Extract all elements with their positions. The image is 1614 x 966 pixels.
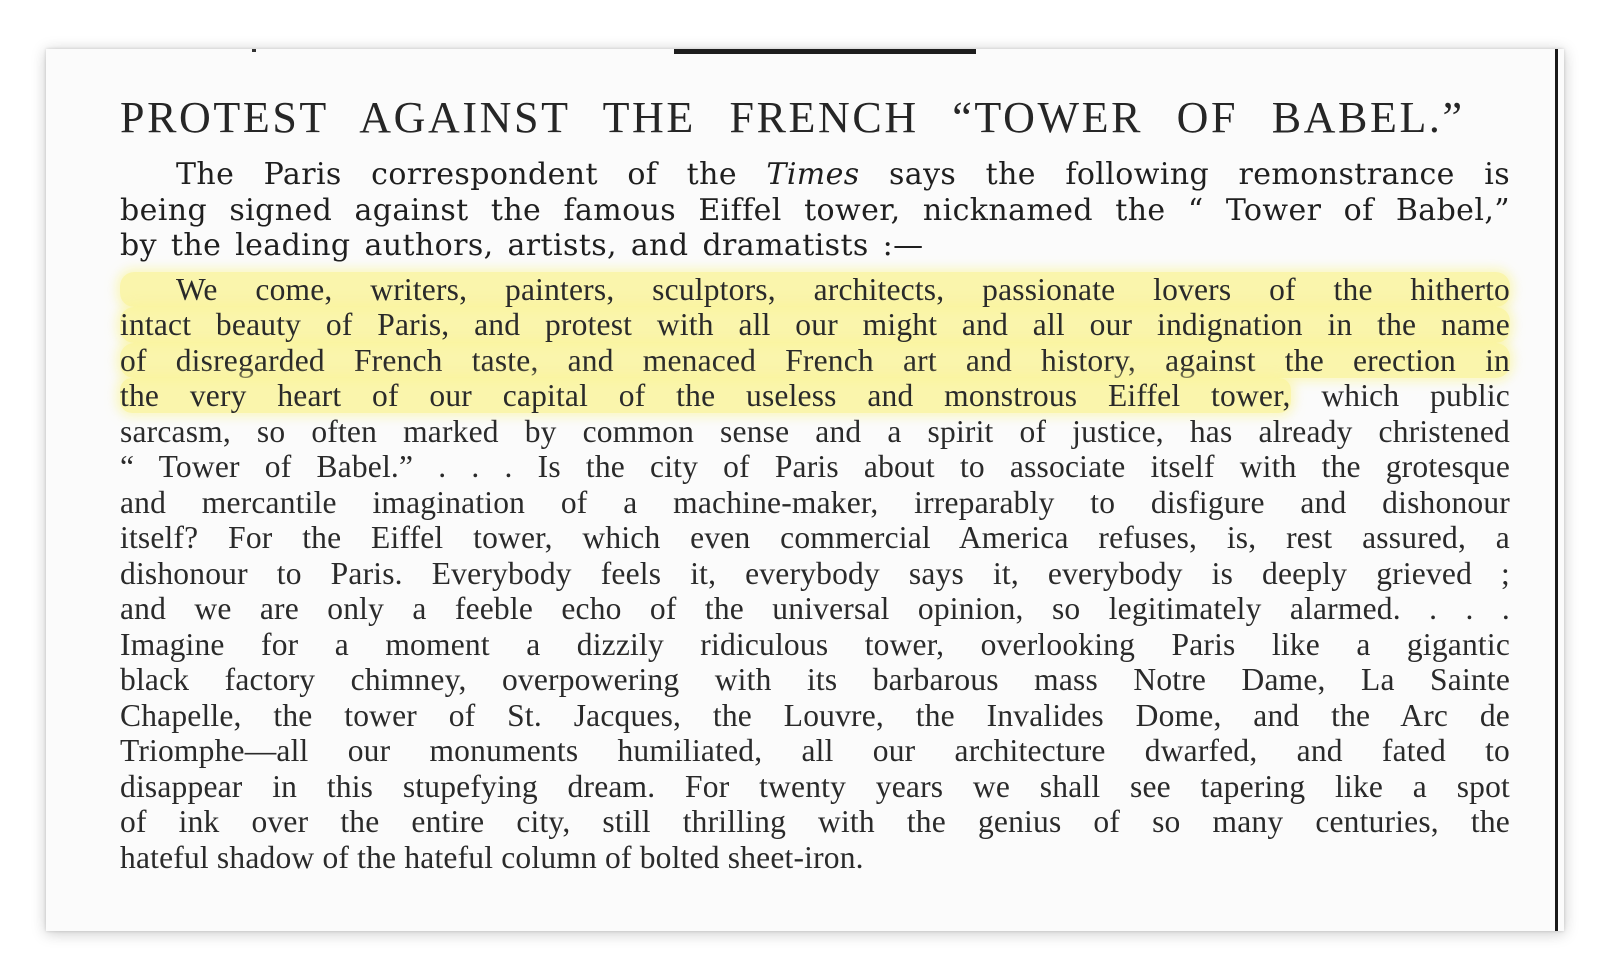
column-rule: [1555, 49, 1558, 931]
headline: PROTEST AGAINST THE FRENCH “TOWER OF BABEL.”: [120, 93, 1465, 142]
protest-line: “ Tower of Babel.” . . . Is the city of Paris about to associate itself with the grotesque: [120, 449, 1510, 484]
protest-line: hateful shadow of the hateful column of bolted sheet-iron.: [120, 839, 864, 875]
protest-line: Triomphe—all our monuments humiliated, all our architecture dwarfed, and fated to: [120, 733, 1510, 768]
protest-line: disappear in this stupefying dream. For twenty years we shall see tapering like a spot: [120, 768, 1510, 804]
article-body: [120, 157, 1510, 875]
protest-line: sarcasm, so often marked by common sense and a spirit of justice, has already christened: [120, 413, 1510, 449]
top-rule-mark: [252, 49, 256, 52]
protest-line: itself? For the Eiffel tower, which even commercial America refuses, is, rest assured, a: [120, 520, 1510, 555]
protest-line: dishonour to Paris. Everybody feels it, everybody says it, everybody is deeply grieved ;: [120, 555, 1510, 591]
top-rule: [674, 49, 976, 54]
publication-name: Times: [766, 157, 860, 192]
intro-line: being signed against the famous Eiffel tower, nicknamed the “ Tower of Babel,”: [120, 192, 1510, 228]
protest-line: Imagine for a moment a dizzily ridiculous tower, overlooking Paris like a gigantic: [120, 626, 1510, 662]
protest-line: and mercantile imagination of a machine-maker, irreparably to disfigure and dishonour: [120, 484, 1510, 520]
newspaper-clipping: [46, 49, 1564, 931]
protest-line: black factory chimney, overpowering with its barbarous mass Notre Dame, La Sainte: [120, 662, 1510, 697]
protest-line: Chapelle, the tower of St. Jacques, the Louvre, the Invalides Dome, and the Arc de: [120, 697, 1510, 733]
highlighted-line: intact beauty of Paris, and protest with all our might and all our indignation in the name: [120, 307, 1510, 342]
protest-line: of ink over the entire city, still thrilling with the genius of so many centuries, the: [120, 804, 1510, 839]
protest-line: [120, 378, 1510, 414]
highlighted-line: of disregarded French taste, and menaced French art and history, against the erection in: [120, 342, 1510, 378]
highlighted-line: We come, writers, painters, sculptors, architects, passionate lovers of the hitherto: [120, 272, 1510, 308]
protest-line-rest: which public: [1290, 378, 1510, 413]
intro-text: The Paris correspondent of the: [176, 157, 767, 192]
intro-line: by the leading authors, artists, and dramatists :—: [120, 228, 924, 263]
highlighted-segment: the very heart of our capital of the useless and monstrous Eiffel tower,: [120, 378, 1291, 413]
protest-text: [120, 272, 1510, 876]
intro-paragraph: [120, 157, 1510, 264]
protest-line: and we are only a feeble echo of the universal opinion, so legitimately alarmed. . . .: [120, 591, 1510, 626]
intro-text: says the following remonstrance is: [859, 157, 1510, 192]
intro-line: [120, 157, 1510, 193]
